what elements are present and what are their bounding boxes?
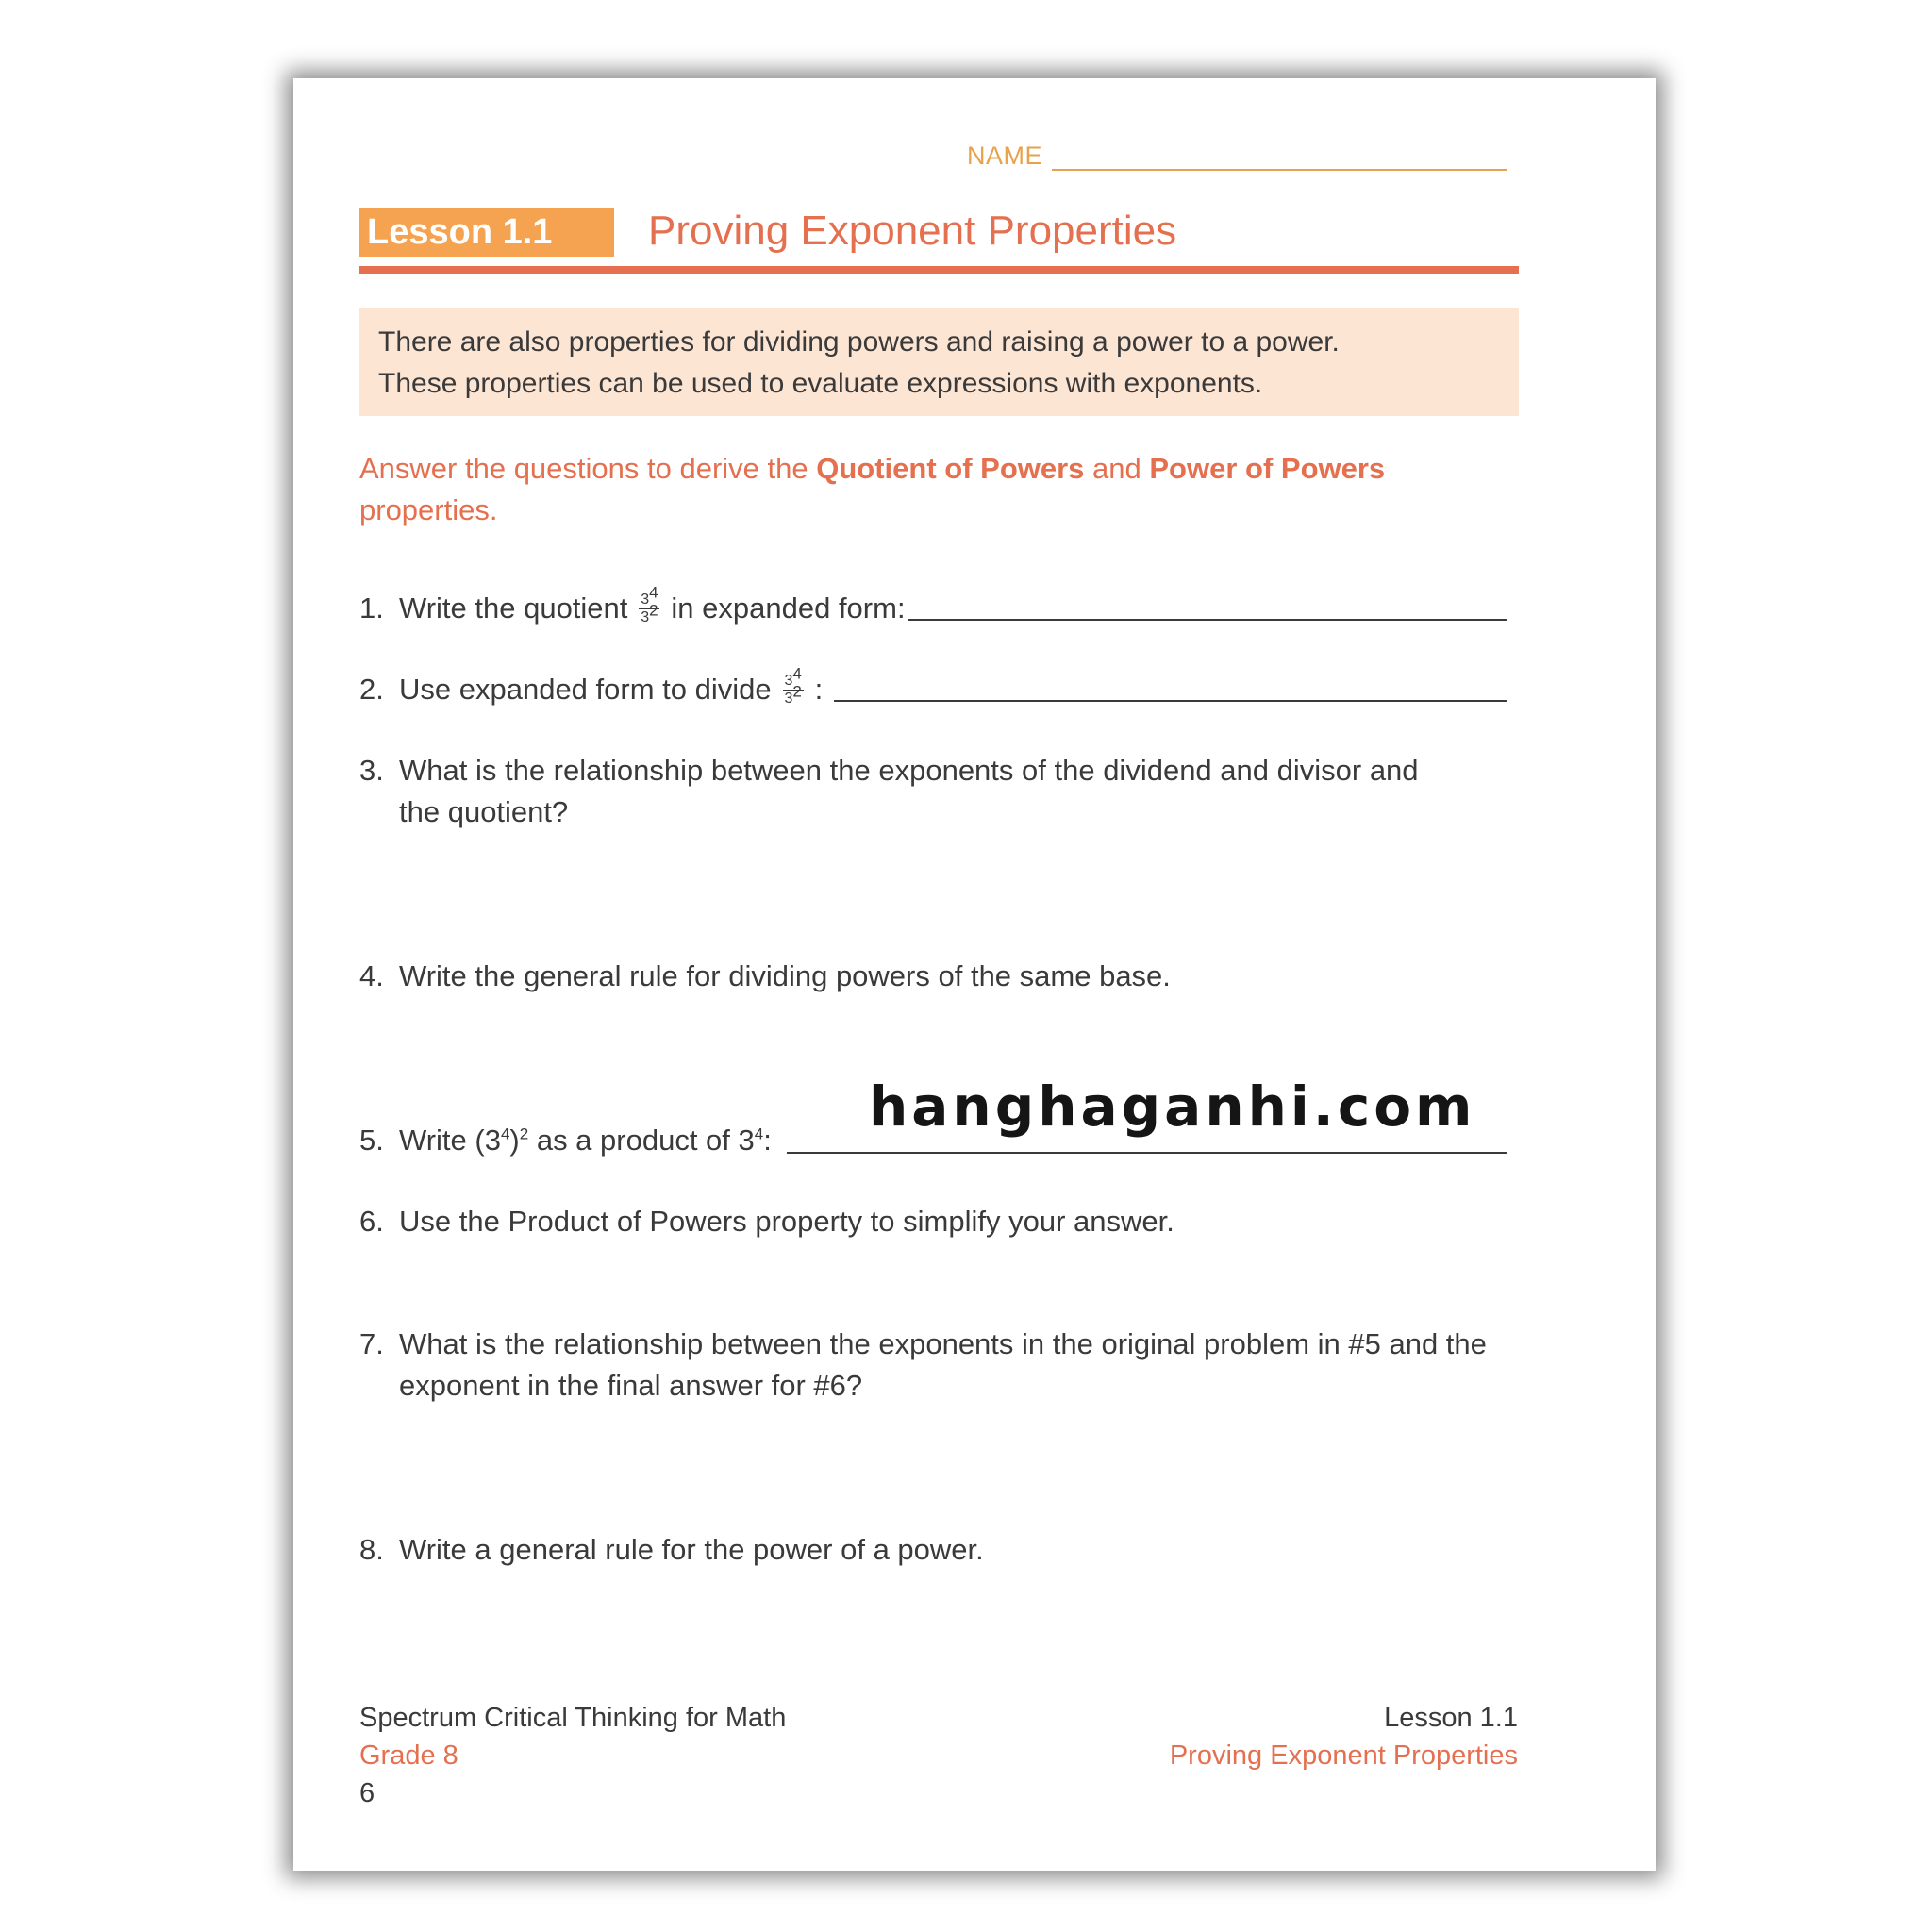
name-label: NAME [967,142,1043,170]
q5-text-c: as a product of 3 [528,1124,755,1157]
question-2 [359,664,1507,710]
intro-box [359,308,1519,416]
footer-lesson-title: Proving Exponent Properties [1169,1740,1518,1771]
fraction-denominator-exponent: 2 [649,601,658,620]
fraction-numerator-base: 3 [641,591,650,608]
instructions-bold-1: Quotient of Powers [816,452,1085,485]
question-number: 8. [359,1533,384,1566]
name-blank [1052,146,1507,171]
question-number: 7. [359,1327,384,1360]
question-3 [359,750,1444,833]
q5-exponent-b: 2 [519,1124,529,1143]
question-number: 5. [359,1124,384,1157]
question-number: 4. [359,959,384,992]
page-title: Proving Exponent Properties [648,208,1177,254]
question-7 [359,1324,1491,1407]
title-divider [359,266,1519,274]
worksheet-page [293,78,1656,1871]
question-text: Use the Product of Powers property to simplify your answer. [399,1205,1174,1238]
instructions-bold-2: Power of Powers [1149,452,1386,485]
instructions-text-1: Answer the questions to derive the [359,452,817,485]
question-text [399,1120,772,1161]
answer-blank[interactable] [834,677,1507,702]
q5-text-d: : [763,1124,772,1157]
intro-line-2: These properties can be used to evaluate expressions with exponents. [378,368,1263,399]
fraction [783,664,804,708]
intro-line-1: There are also properties for dividing powers and raising a power to a power. [378,326,1340,358]
question-number: 2. [359,673,384,706]
question-text-after: in expanded form: [671,591,906,625]
watermark: hanghaganhi.com [869,1074,1476,1139]
page-number: 6 [359,1778,375,1808]
question-4 [359,956,1444,997]
answer-blank[interactable] [908,596,1507,621]
fraction-numerator-base: 3 [784,672,793,689]
question-6 [359,1201,1444,1242]
instructions-text-3: properties. [359,493,498,526]
fraction [639,583,659,626]
question-text: Write the general rule for dividing powers of the same base. [399,959,1171,992]
question-number: 3. [359,754,384,787]
q5-exponent-c: 4 [754,1124,764,1143]
fraction-numerator-exponent: 4 [649,583,658,602]
footer-right [1170,1699,1518,1774]
question-number: 1. [359,591,384,625]
question-text: Write a general rule for the power of a power. [399,1533,984,1566]
question-text: Write the quotient [399,591,628,625]
question-text: Use expanded form to divide [399,673,772,706]
footer-left [359,1699,786,1812]
footer-lesson: Lesson 1.1 [1384,1703,1518,1733]
footer-book-title: Spectrum Critical Thinking for Math [359,1703,787,1733]
fraction-numerator-exponent: 4 [792,664,802,683]
fraction-denominator-base: 3 [641,608,650,625]
question-text-after: : [814,673,824,706]
q5-exponent-a: 4 [500,1124,510,1143]
instructions-text-2: and [1084,452,1150,485]
q5-text-a: Write (3 [399,1124,501,1157]
q5-text-b: ) [509,1124,520,1157]
footer-grade: Grade 8 [359,1740,458,1771]
instructions [359,448,1473,531]
name-field [967,133,1507,171]
fraction-denominator-exponent: 2 [792,682,802,701]
lesson-badge: Lesson 1.1 [359,208,614,257]
question-text: What is the relationship between the exponents of the dividend and divisor and the quotient? [399,754,1419,828]
question-number: 6. [359,1205,384,1238]
question-1 [359,583,1507,629]
question-8 [359,1529,1444,1571]
question-text: What is the relationship between the exponents in the original problem in #5 and the exponent in the final answer for #6? [399,1327,1487,1402]
fraction-denominator-base: 3 [784,690,793,707]
